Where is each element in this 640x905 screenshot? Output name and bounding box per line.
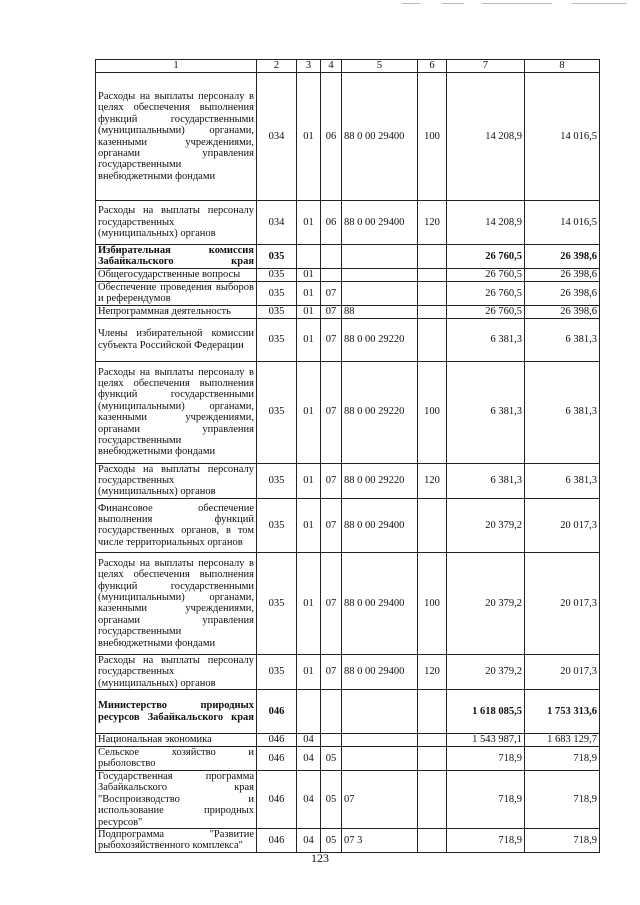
code-section: 01: [297, 552, 321, 654]
row-name: Обеспечение проведения выборов и референдумов: [96, 281, 257, 305]
amount-year-2: 20 017,3: [525, 654, 600, 689]
code-subsection: 07: [321, 463, 342, 498]
amount-year-1: 26 760,5: [447, 305, 525, 318]
row-name: Расходы на выплаты персоналу в целях обеспечения выполнения функций государственными (муниципальными) органами, казенными учреждениями, органами управления государственными внебюджетными фондами: [96, 361, 257, 463]
code-admin: 035: [257, 498, 297, 552]
code-section: 01: [297, 281, 321, 305]
amount-year-1: 14 208,9: [447, 73, 525, 201]
code-admin: 035: [257, 281, 297, 305]
code-admin: 034: [257, 73, 297, 201]
amount-year-2: 26 398,6: [525, 245, 600, 269]
code-admin: 035: [257, 463, 297, 498]
code-subsection: 07: [321, 281, 342, 305]
code-admin: 035: [257, 552, 297, 654]
row-name: Сельское хозяйство и рыболовство: [96, 747, 257, 771]
row-name: Непрограммная деятельность: [96, 305, 257, 318]
page-number: 123: [311, 851, 329, 865]
table-row: [96, 361, 600, 463]
code-subsection: [321, 245, 342, 269]
amount-year-1: 718,9: [447, 747, 525, 771]
amount-year-1: 6 381,3: [447, 361, 525, 463]
code-expense-type: [418, 318, 447, 361]
table-row: [96, 734, 600, 747]
code-admin: 046: [257, 747, 297, 771]
code-admin: 034: [257, 201, 297, 245]
code-subsection: 07: [321, 654, 342, 689]
code-target-article: 88 0 00 29220: [342, 361, 418, 463]
code-expense-type: [418, 281, 447, 305]
code-expense-type: 100: [418, 552, 447, 654]
code-expense-type: 120: [418, 654, 447, 689]
header-col-3: 3: [297, 60, 321, 73]
table-row: [96, 552, 600, 654]
amount-year-1: 14 208,9: [447, 201, 525, 245]
table-row: [96, 281, 600, 305]
code-expense-type: [418, 245, 447, 269]
code-admin: 035: [257, 654, 297, 689]
code-expense-type: [418, 747, 447, 771]
code-target-article: 88 0 00 29220: [342, 463, 418, 498]
code-expense-type: [418, 734, 447, 747]
code-expense-type: 100: [418, 73, 447, 201]
row-name: Расходы на выплаты персоналу государственных (муниципальных) органов: [96, 201, 257, 245]
header-col-7: 7: [447, 60, 525, 73]
amount-year-2: 26 398,6: [525, 281, 600, 305]
code-admin: 046: [257, 690, 297, 734]
code-subsection: [321, 690, 342, 734]
code-expense-type: [418, 690, 447, 734]
header-col-2: 2: [257, 60, 297, 73]
code-expense-type: [418, 498, 447, 552]
code-admin: 035: [257, 318, 297, 361]
code-section: [297, 245, 321, 269]
table-row: [96, 498, 600, 552]
code-admin: 035: [257, 245, 297, 269]
code-expense-type: 100: [418, 361, 447, 463]
header-col-8: 8: [525, 60, 600, 73]
header-col-5: 5: [342, 60, 418, 73]
code-target-article: 88: [342, 305, 418, 318]
code-target-article: [342, 690, 418, 734]
code-subsection: 06: [321, 73, 342, 201]
code-section: 01: [297, 361, 321, 463]
code-subsection: 05: [321, 770, 342, 828]
header-row: [96, 60, 600, 73]
amount-year-2: 26 398,6: [525, 305, 600, 318]
row-name: Избирательная комиссия Забайкальского края: [96, 245, 257, 269]
amount-year-2: 718,9: [525, 747, 600, 771]
code-expense-type: [418, 305, 447, 318]
code-target-article: 88 0 00 29400: [342, 552, 418, 654]
table-body: [96, 73, 600, 853]
code-target-article: 88 0 00 29400: [342, 201, 418, 245]
code-admin: 046: [257, 734, 297, 747]
code-section: 01: [297, 318, 321, 361]
row-name: Финансовое обеспечение выполнения функций государственных органов, в том числе территориальных органов: [96, 498, 257, 552]
table-row: [96, 201, 600, 245]
code-subsection: 07: [321, 318, 342, 361]
code-section: 04: [297, 747, 321, 771]
amount-year-2: 6 381,3: [525, 318, 600, 361]
table-row: [96, 770, 600, 828]
code-section: 01: [297, 201, 321, 245]
code-subsection: [321, 268, 342, 281]
code-section: 04: [297, 734, 321, 747]
code-subsection: 07: [321, 552, 342, 654]
code-section: 01: [297, 268, 321, 281]
amount-year-1: 6 381,3: [447, 318, 525, 361]
code-target-article: [342, 281, 418, 305]
code-admin: 035: [257, 361, 297, 463]
code-target-article: 88 0 00 29220: [342, 318, 418, 361]
code-expense-type: [418, 828, 447, 852]
table-row: [96, 654, 600, 689]
row-name: Государственная программа Забайкальского края "Воспроизводство и использование природных ресурсов": [96, 770, 257, 828]
amount-year-1: 1 618 085,5: [447, 690, 525, 734]
row-name: Расходы на выплаты персоналу в целях обеспечения выполнения функций государственными (муниципальными) органами, казенными учреждениями, органами управления государственными внебюджетными фондами: [96, 73, 257, 201]
code-section: 01: [297, 654, 321, 689]
amount-year-2: 14 016,5: [525, 201, 600, 245]
amount-year-1: 20 379,2: [447, 552, 525, 654]
amount-year-2: 26 398,6: [525, 268, 600, 281]
code-target-article: [342, 747, 418, 771]
code-target-article: 88 0 00 29400: [342, 498, 418, 552]
amount-year-1: 1 543 987,1: [447, 734, 525, 747]
code-section: [297, 690, 321, 734]
amount-year-1: 718,9: [447, 828, 525, 852]
code-subsection: 06: [321, 201, 342, 245]
code-admin: 046: [257, 770, 297, 828]
table-row: [96, 747, 600, 771]
amount-year-1: 26 760,5: [447, 245, 525, 269]
row-name: Министерство природных ресурсов Забайкальского края: [96, 690, 257, 734]
row-name: Члены избирательной комиссии субъекта Российской Федерации: [96, 318, 257, 361]
code-section: 01: [297, 463, 321, 498]
code-target-article: [342, 268, 418, 281]
scan-artifact-lines: [402, 2, 632, 6]
code-expense-type: 120: [418, 201, 447, 245]
row-name: Расходы на выплаты персоналу в целях обеспечения выполнения функций государственными (муниципальными) органами, казенными учреждениями, органами управления государственными внебюджетными фондами: [96, 552, 257, 654]
row-name: Расходы на выплаты персоналу государственных (муниципальных) органов: [96, 654, 257, 689]
row-name: Национальная экономика: [96, 734, 257, 747]
amount-year-1: 26 760,5: [447, 268, 525, 281]
code-section: 01: [297, 498, 321, 552]
header-col-6: 6: [418, 60, 447, 73]
code-target-article: 07 3: [342, 828, 418, 852]
code-target-article: [342, 245, 418, 269]
amount-year-2: 20 017,3: [525, 552, 600, 654]
amount-year-2: 1 683 129,7: [525, 734, 600, 747]
code-section: 04: [297, 770, 321, 828]
amount-year-1: 6 381,3: [447, 463, 525, 498]
header-col-4: 4: [321, 60, 342, 73]
table-row: [96, 245, 600, 269]
table-row: [96, 318, 600, 361]
code-section: 01: [297, 305, 321, 318]
code-expense-type: [418, 770, 447, 828]
amount-year-2: 718,9: [525, 770, 600, 828]
amount-year-2: 14 016,5: [525, 73, 600, 201]
code-admin: 035: [257, 268, 297, 281]
code-subsection: 07: [321, 498, 342, 552]
row-name: Общегосударственные вопросы: [96, 268, 257, 281]
code-admin: 035: [257, 305, 297, 318]
amount-year-1: 26 760,5: [447, 281, 525, 305]
table-row: [96, 305, 600, 318]
code-admin: 046: [257, 828, 297, 852]
code-target-article: 88 0 00 29400: [342, 654, 418, 689]
code-subsection: [321, 734, 342, 747]
code-subsection: 05: [321, 747, 342, 771]
amount-year-1: 20 379,2: [447, 654, 525, 689]
code-section: 04: [297, 828, 321, 852]
row-name: Расходы на выплаты персоналу государственных (муниципальных) органов: [96, 463, 257, 498]
code-target-article: 07: [342, 770, 418, 828]
amount-year-2: 1 753 313,6: [525, 690, 600, 734]
table-row: [96, 463, 600, 498]
amount-year-1: 20 379,2: [447, 498, 525, 552]
header-col-1: 1: [96, 60, 257, 73]
code-subsection: 07: [321, 361, 342, 463]
table-row: [96, 268, 600, 281]
amount-year-2: 20 017,3: [525, 498, 600, 552]
row-name: Подпрограмма "Развитие рыбохозяйственного комплекса": [96, 828, 257, 852]
code-target-article: [342, 734, 418, 747]
amount-year-2: 718,9: [525, 828, 600, 852]
budget-table: [95, 59, 600, 853]
amount-year-2: 6 381,3: [525, 463, 600, 498]
code-section: 01: [297, 73, 321, 201]
code-target-article: 88 0 00 29400: [342, 73, 418, 201]
table-row: [96, 828, 600, 852]
code-subsection: 05: [321, 828, 342, 852]
amount-year-2: 6 381,3: [525, 361, 600, 463]
code-expense-type: 120: [418, 463, 447, 498]
code-expense-type: [418, 268, 447, 281]
code-subsection: 07: [321, 305, 342, 318]
table-row: [96, 73, 600, 201]
amount-year-1: 718,9: [447, 770, 525, 828]
table-row: [96, 690, 600, 734]
